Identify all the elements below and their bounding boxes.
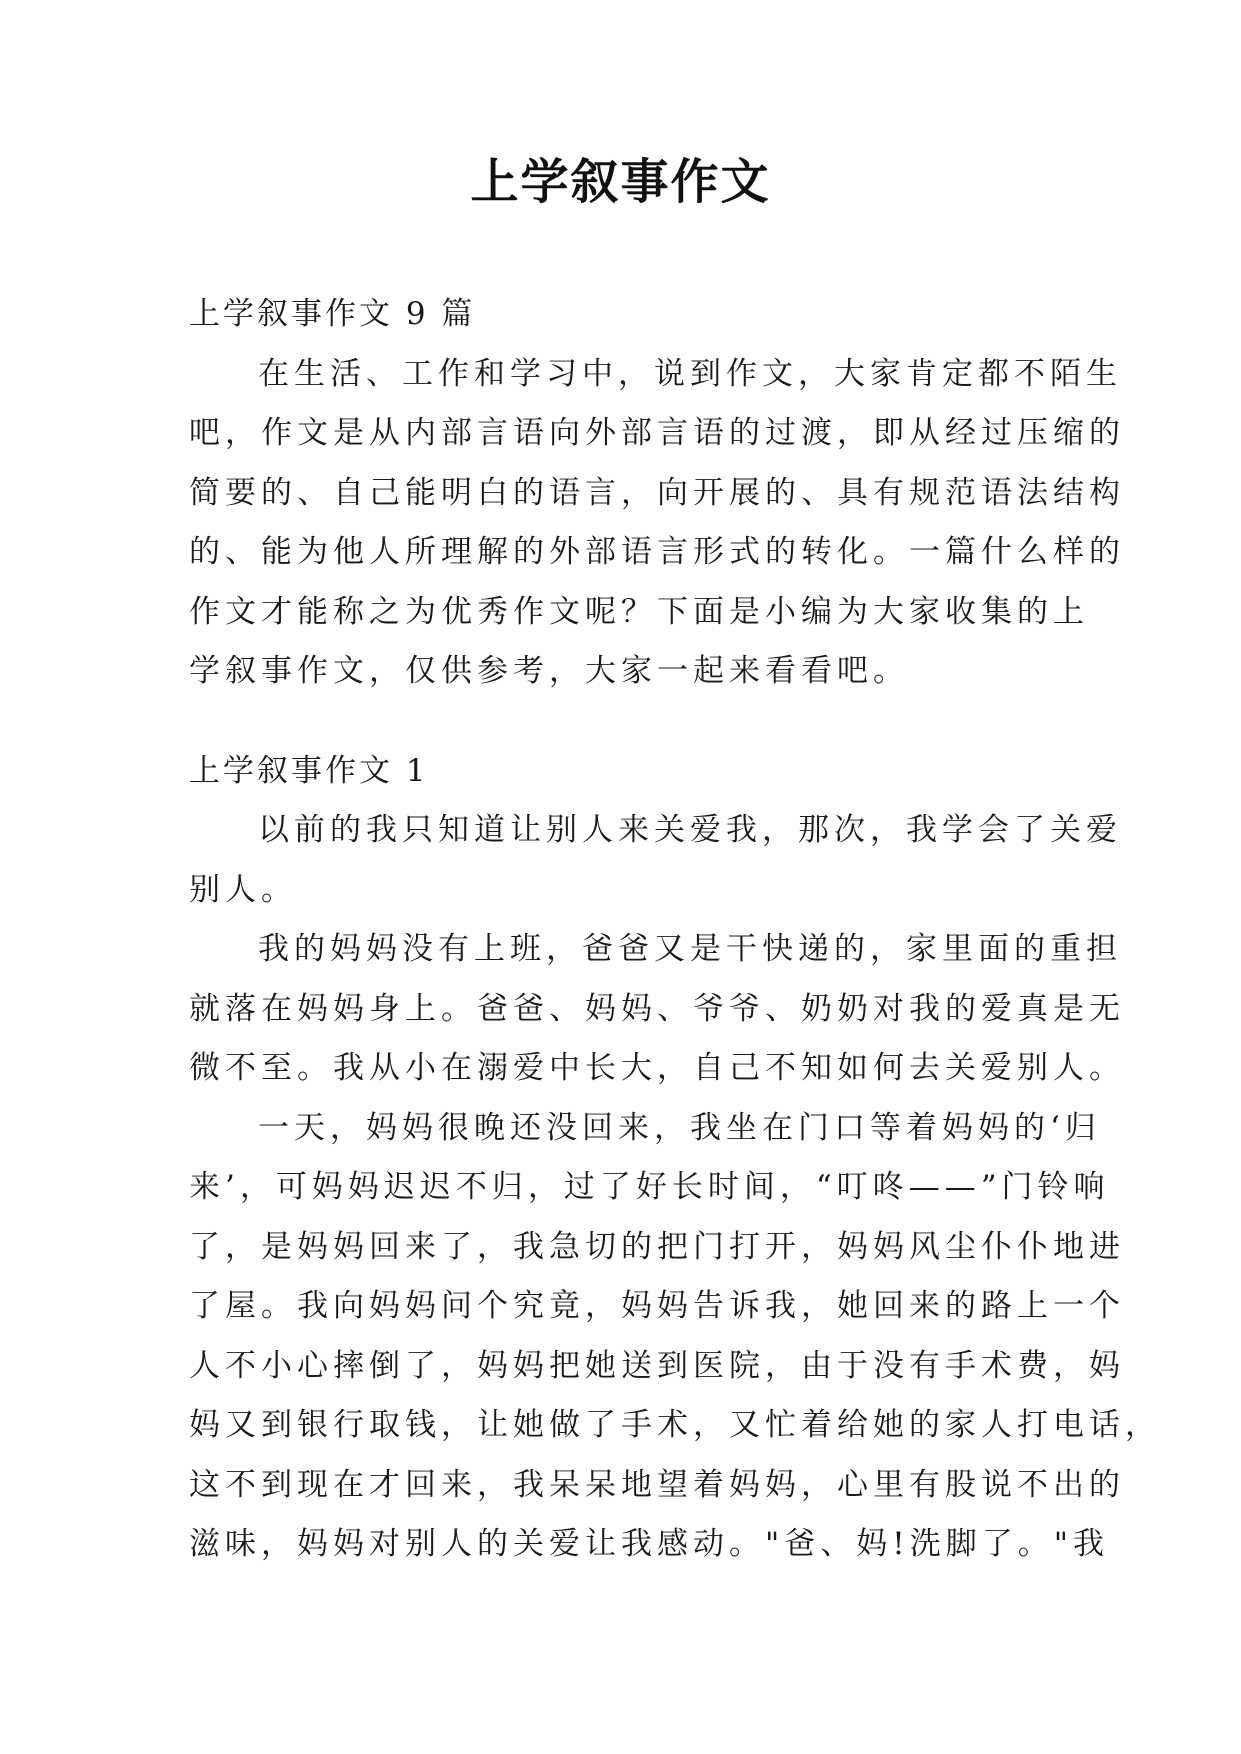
paragraph bbox=[189, 920, 1125, 1099]
intro-line: 在生活、工作和学习中，说到作文，大家肯定都不陌生 bbox=[258, 355, 1122, 392]
paragraph-line: 微不至。我从小在溺爱中长大，自己不知如何去关爱别人。 bbox=[189, 1050, 1125, 1086]
paragraph bbox=[189, 801, 1122, 920]
intro-paragraph bbox=[189, 345, 1125, 702]
intro-line: 吧，作文是从内部言语向外部言语的过渡，即从经过压缩的 bbox=[189, 415, 1125, 451]
section-heading: 上学叙事作文 1 bbox=[189, 752, 429, 789]
paragraph-line: 了，是妈妈回来了，我急切的把门打开，妈妈风尘仆仆地进 bbox=[189, 1228, 1125, 1265]
document-title: 上学叙事作文 bbox=[470, 154, 771, 210]
paragraph-line: 来’，可妈妈迟迟不归，过了好长时间，“叮咚——”门铃响 bbox=[189, 1169, 1110, 1205]
paragraph-line: 我的妈妈没有上班，爸爸又是干快递的，家里面的重担 bbox=[258, 931, 1122, 967]
intro-line: 学叙事作文，仅供参考，大家一起来看看吧。 bbox=[189, 653, 909, 689]
paragraph-line: 别人。 bbox=[189, 871, 297, 908]
paragraph bbox=[189, 1099, 1161, 1575]
intro-line: 简要的、自己能明白的语言，向开展的、具有规范语法结构 bbox=[189, 474, 1125, 511]
intro-line: 作文才能称之为优秀作文呢？下面是小编为大家收集的上 bbox=[189, 593, 1089, 630]
section-spacer bbox=[189, 702, 1057, 742]
paragraph-line: 滋味，妈妈对别人的关爱让我感动。"爸、妈!洗脚了。"我 bbox=[189, 1526, 1109, 1562]
paragraph-line: 这不到现在才回来，我呆呆地望着妈妈，心里有股说不出的 bbox=[189, 1466, 1125, 1503]
intro-line: 的、能为他人所理解的外部语言形式的转化。一篇什么样的 bbox=[189, 534, 1125, 570]
paragraph-line: 一天，妈妈很晚还没回来，我坐在门口等着妈妈的‘归 bbox=[258, 1109, 1101, 1146]
document-body bbox=[189, 285, 1161, 1575]
subtitle: 上学叙事作文 9 篇 bbox=[189, 296, 476, 332]
paragraph-line: 妈又到银行取钱，让她做了手术，又忙着给她的家人打电话， bbox=[189, 1407, 1161, 1443]
paragraph-line: 人不小心摔倒了，妈妈把她送到医院，由于没有手术费，妈 bbox=[189, 1347, 1125, 1384]
paragraph-line: 就落在妈妈身上。爸爸、妈妈、爷爷、奶奶对我的爱真是无 bbox=[189, 990, 1125, 1027]
paragraph-line: 了屋。我向妈妈问个究竟，妈妈告诉我，她回来的路上一个 bbox=[189, 1288, 1125, 1324]
paragraph-line: 以前的我只知道让别人来关爱我，那次，我学会了关爱 bbox=[258, 812, 1122, 848]
